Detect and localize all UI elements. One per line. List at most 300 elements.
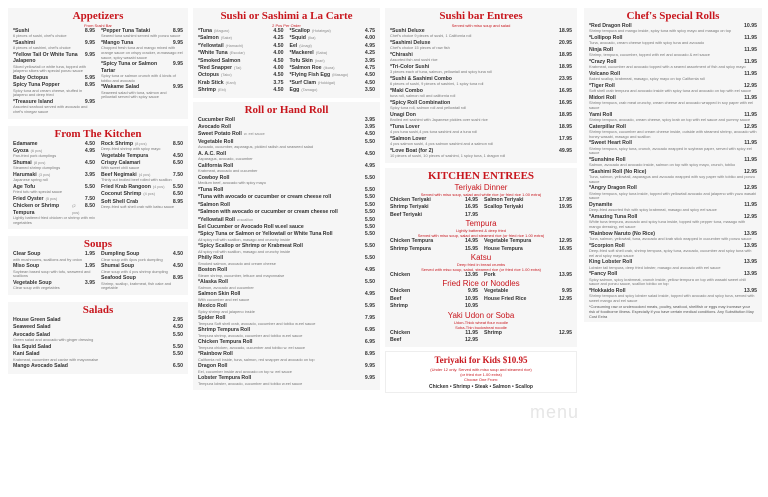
item-list [101, 251, 183, 292]
item-name: *White Tuna [198, 50, 228, 57]
item-price: 12.95 [559, 329, 572, 336]
item-description: Chef's choice 15 pieces of raw fish [390, 45, 450, 51]
item-description: Chef's choice 9 pieces of sushi, 1 California roll [390, 33, 472, 39]
item-name: Shrimp Tempura Roll [198, 327, 251, 334]
menu-item [13, 196, 95, 202]
item-description: Krabmeat, cucumber and avocado topped with a seared assortment of fish and spicy mayo [589, 64, 746, 70]
item-note: (Saba) [315, 51, 328, 56]
item-name: Eel Cucumber or Avocado Roll w.eel sauce [198, 223, 304, 230]
item-row [198, 43, 284, 49]
item-note: w.scallion [236, 217, 254, 222]
item-name: Seaweed Salad [13, 324, 51, 331]
item-name: *Scorpion Roll [589, 242, 625, 249]
item-price: 4.95 [364, 42, 375, 49]
item-list [290, 28, 376, 95]
item-price: 11.95 [744, 95, 757, 101]
item-description: Krabmeat, cucumber and caviar with mayonnaise [13, 356, 99, 362]
item-price: 9.95 [84, 99, 95, 105]
item-price: 8.95 [364, 351, 375, 358]
menu-item [390, 197, 478, 203]
item-description: White tuna tempura, avocado and spicy tuna inside, topped with pepper tuna, masago with mango dressing, eel sauce [589, 219, 746, 229]
item-price: 5.50 [364, 174, 375, 181]
item-row [198, 35, 284, 41]
item-name: Harumaki [13, 172, 37, 178]
item-price: 20.95 [559, 40, 572, 46]
item-name: *Lollipop Roll [589, 35, 623, 41]
rolls-section [193, 102, 380, 391]
item-description: Deep-fried soft shell crab, shrimp tempura, spicy tuna, avocado, cucumber and spicy tuna with eel and spicy mayo sauce [589, 247, 752, 258]
item-note: (Tako) [221, 73, 232, 78]
item-description: Assorted seafood served with avocado and chef's vinegar sauce [13, 104, 88, 114]
item-price: 7.50 [84, 196, 95, 202]
menu-item [290, 80, 376, 86]
item-row [390, 337, 478, 343]
soups-section [8, 236, 188, 295]
menu-item [13, 351, 183, 362]
column-2 [193, 8, 380, 489]
menu-item [484, 288, 572, 294]
item-price: 16.95 [559, 100, 572, 106]
menu-item [290, 87, 376, 93]
item-note: w. eel sauce [243, 132, 265, 137]
watermark-logo: menu [530, 402, 580, 422]
item-price: 5.50 [172, 343, 183, 350]
item-name: *Yellow Tail Or White Tuna Jalapeno [13, 52, 78, 65]
item-name: Vegetable Tempura [101, 152, 149, 159]
item-price: 12.95 [744, 83, 757, 89]
item-price: 3.95 [84, 172, 95, 178]
item-price: 4.50 [84, 160, 95, 166]
item-price: 13.95 [465, 272, 478, 279]
item-price: 11.95 [744, 156, 757, 163]
menu-item [13, 148, 95, 159]
item-name: Salmon Skin Roll [198, 291, 241, 298]
item-price: 14.95 [465, 197, 478, 203]
chef-rolls-section [584, 8, 762, 322]
section-title: Appetizers [72, 10, 124, 22]
section-title: Soups [83, 238, 113, 251]
menu-item [13, 344, 183, 350]
item-note: (4 pcs) [143, 192, 155, 197]
item-price: 10.95 [465, 295, 478, 302]
menu-item [198, 175, 375, 186]
menu-item [484, 330, 572, 336]
item-note: (4 pcs) [138, 173, 151, 177]
item-price: 4.00 [273, 65, 284, 72]
item-name: *Salmon with avocado or cucumber or cream cheese roll [198, 209, 338, 216]
item-name: *Surf Clam [289, 79, 317, 86]
menu-item [484, 197, 572, 203]
menu-item [198, 50, 284, 56]
menu-item [589, 124, 757, 140]
item-row [198, 209, 375, 215]
item-name: *Spicy Tuna or Salmon or Yellowtail or White Tuna Roll [198, 231, 333, 238]
item-name: Vegetable Roll [198, 138, 234, 145]
kitchen-entrees-section [385, 168, 577, 347]
kids-choices: Chicken • Shrimp • Steak • Salmon • Scallop [429, 384, 533, 391]
menu-item [13, 172, 95, 183]
item-price: 4.50 [172, 152, 183, 159]
item-name: Unagi Don [390, 112, 416, 118]
menu-item [198, 339, 375, 350]
item-description: Spicy tuna and cream cheese, stuffed in jalapeno and deep fried [13, 87, 83, 98]
item-description: All spicy roll with scallion, masago and crunchy inside [198, 236, 291, 242]
item-name: Egg [289, 87, 300, 94]
item-price: 3.95 [364, 124, 375, 131]
item-description: Deep-fried soft shell crab with katsu sauce [101, 204, 175, 210]
menu-item [390, 136, 572, 147]
item-row [390, 246, 478, 252]
entree-group [390, 253, 572, 279]
item-name: Chicken [390, 329, 411, 336]
item-row [198, 80, 284, 86]
item-row [101, 153, 183, 159]
kids-note: (Under 12 only. Served with miso soup and steamed rice) [430, 367, 532, 373]
item-name: Midori Roll [589, 95, 616, 101]
item-name: *Tuna Lover [390, 124, 420, 130]
menu-item [198, 209, 375, 215]
item-description: 6 pieces of sushi, chef's choice [13, 33, 67, 39]
menu-item [484, 272, 572, 278]
item-description: Shrimp tempura and spicy lobster salad inside, topped with avocado and spicy tuna, served with sweet mango and eel sauce [589, 293, 755, 303]
item-price: 8.95 [172, 198, 183, 205]
item-name: Vegetable Soup [13, 280, 52, 286]
item-price: 4.95 [84, 148, 95, 154]
entree-group [390, 219, 572, 253]
item-description: California roll inside, tuna, salmon, red snapper and avocado on top [198, 356, 315, 362]
item-name: *Sushi [13, 28, 30, 34]
group-note: Soba-Thin buckwheat noodle [455, 324, 507, 330]
item-name: Krab Stick [198, 79, 224, 86]
item-name: Fried Krab Rangoon [101, 184, 151, 190]
menu-item [101, 141, 183, 152]
item-name: Chicken Tempura Roll [198, 339, 253, 346]
item-row [484, 288, 572, 294]
group-note: Served with miso soup, salad and steamed rice (or fried rice 1.00 extra) [417, 233, 545, 239]
item-name: *Salmon [198, 35, 219, 42]
item-price: 10.95 [465, 303, 478, 310]
item-description: 3 pieces each of tuna, salmon, yellowtail and spicy tuna roll [390, 69, 493, 75]
item-name: Rock Shrimp [101, 140, 133, 147]
group-items [390, 288, 572, 310]
group-title: Fried Rice or Noodles [442, 279, 520, 289]
item-name: Lobster Tempura Roll [198, 375, 252, 382]
menu-item [198, 124, 375, 130]
item-description: Green salad and avocado with ginger dressing [13, 337, 94, 343]
menu-item [589, 59, 757, 70]
item-price: 3.95 [84, 280, 95, 286]
item-description: Salmon, avocado and cucumber [198, 284, 254, 290]
item-price: 4.50 [273, 87, 284, 94]
group-title: Katsu [470, 253, 492, 263]
item-list [101, 28, 183, 116]
item-row [390, 330, 478, 336]
item-name: *Tri-Color Sushi [390, 64, 430, 70]
item-note: (Sake) [220, 36, 232, 41]
menu-item [589, 214, 757, 230]
item-description: Thinly cut broiled beef rolled with scallion [101, 177, 172, 183]
item-row [198, 202, 375, 208]
item-name: *Sunshine Roll [589, 156, 626, 163]
menu-item [198, 351, 375, 362]
item-price: 18.95 [559, 52, 572, 58]
item-description: Shrimp tempura and mango inside, spicy tuna with spicy mayo and masago on top [589, 28, 732, 34]
item-row [198, 187, 375, 193]
item-note: (Ikura) [323, 66, 335, 71]
item-name: *Sushi & Sashimi Combo [390, 76, 452, 82]
item-price: 8.95 [172, 275, 183, 282]
item-price: 4.50 [273, 28, 284, 34]
menu-item [101, 61, 183, 83]
item-row [484, 238, 572, 244]
item-price: 8.95 [172, 28, 183, 34]
item-name: *Squid [289, 35, 306, 42]
item-name: *Tuna [198, 28, 213, 34]
item-list [101, 141, 183, 227]
item-row [13, 196, 95, 202]
item-price: 9.95 [172, 61, 183, 68]
item-name: Mexico Roll [198, 303, 227, 310]
item-name: *Sweet Heart Roll [589, 140, 632, 147]
menu-item [390, 337, 478, 343]
item-row [198, 50, 284, 56]
item-row [390, 238, 478, 244]
menu-item [198, 187, 375, 193]
item-price: 49.95 [559, 148, 572, 154]
item-description: Lightly battered fried chicken or shrimp with mix vegetables [13, 215, 95, 225]
item-row [198, 72, 284, 78]
item-name: Boston Roll [198, 267, 228, 274]
group-title: Tempura [465, 219, 497, 229]
item-price: 4.50 [172, 251, 183, 258]
item-name: *Yellowtail [198, 42, 224, 49]
item-name: *Amazing Tuna Roll [589, 213, 638, 220]
item-name: Chicken Teriyaki [390, 197, 431, 203]
menu-item [13, 40, 95, 51]
item-price: 5.95 [364, 303, 375, 310]
item-price: 4.00 [364, 35, 375, 42]
item-note: (5 pcs) [45, 197, 58, 201]
item-price: 12.95 [744, 168, 757, 175]
item-price: 12.95 [744, 185, 757, 192]
item-note: (Tai) [234, 66, 242, 71]
menu-item [390, 100, 572, 111]
menu-item [589, 95, 757, 111]
item-note: (Kani) [225, 80, 236, 85]
item-price: 5.50 [84, 184, 95, 190]
section-subtitle: From Sushi Bar [84, 23, 112, 28]
item-row [484, 246, 572, 252]
menu-item [198, 28, 284, 34]
item-name: Soft Shell Crab [101, 198, 139, 205]
item-price: 12.95 [465, 337, 478, 344]
menu-item [290, 28, 376, 34]
item-row [484, 204, 572, 210]
section-subtitle: Served with miso soup and salad [451, 23, 511, 28]
item-price: 9.95 [364, 363, 375, 370]
item-price: 3.95 [364, 116, 375, 123]
menu-item [390, 112, 572, 123]
menu-item [13, 332, 183, 343]
item-name: Kani Salad [13, 351, 40, 358]
item-price: 9.95 [84, 40, 95, 46]
kids-title: Teriyaki for Kids $10.95 [434, 355, 528, 366]
menu-item [390, 296, 478, 302]
item-name: Chicken [390, 288, 411, 295]
item-name: *Tiger Roll [589, 83, 615, 89]
item-row [13, 141, 95, 147]
menu-item [390, 238, 478, 244]
item-price: 8.50 [84, 203, 95, 210]
column-1 [8, 8, 188, 489]
item-row [13, 317, 183, 323]
section-title: Salads [82, 304, 114, 316]
menu-item [198, 243, 375, 254]
menu-item [13, 363, 183, 369]
menu-item [390, 40, 572, 51]
menu-item [589, 185, 757, 201]
item-list [13, 141, 95, 227]
menu-item [13, 75, 95, 81]
item-name: *Salmon Roe [289, 65, 322, 72]
menu-item [589, 83, 757, 94]
item-price: 5.50 [172, 351, 183, 358]
item-description: Salmon, avocado and avocado inside, salmon on top with spicy mayo, crunch, tobiko [589, 162, 736, 168]
item-name: Chicken Tempura [390, 238, 434, 245]
item-description: Tempura lobster, avocado, cucumber and tobiko w.eel sauce [198, 380, 303, 386]
menu-item [390, 246, 478, 252]
menu-item [390, 204, 478, 210]
item-price: 5.50 [364, 201, 375, 208]
item-price: 9.95 [467, 288, 478, 295]
item-price: 5.50 [364, 279, 375, 286]
item-description: Eel, cucumber inside and avocado on top w. eel sauce [198, 368, 292, 374]
item-row [198, 28, 284, 34]
item-row [13, 75, 95, 81]
item-list [13, 317, 183, 370]
item-price: 8.95 [84, 82, 95, 89]
item-price: 4.50 [364, 131, 375, 138]
menu-item [484, 296, 572, 302]
item-name: Beef Teriyaki [390, 211, 422, 218]
group-note: Served with miso soup, salad, steamed rice (or fried rice 1.00 extra) [421, 267, 541, 273]
item-price: 17.95 [465, 211, 478, 218]
item-row [390, 197, 478, 203]
item-name: Seafood Soup [101, 275, 136, 282]
menu-item [101, 199, 183, 210]
item-price: 17.95 [559, 136, 572, 142]
menu-item [101, 184, 183, 190]
item-row [484, 296, 572, 302]
item-price: 4.50 [364, 150, 375, 157]
item-price: 11.95 [744, 140, 757, 147]
menu-item [198, 279, 375, 290]
item-price: 4.50 [84, 140, 95, 147]
item-description: Medium beef, avocado with spicy mayo [198, 180, 266, 186]
menu-item [198, 255, 375, 266]
item-price: 13.95 [744, 230, 757, 237]
item-row [198, 65, 284, 71]
item-name: Crispy Calamari [101, 160, 141, 166]
item-description: Shrimp tempura, cucumber and cream cheese inside, outside with steamed shrimp, avocado with honey wasabi, masago and scallion [589, 129, 757, 139]
item-price: 5.50 [364, 223, 375, 230]
menu-item [390, 28, 572, 39]
item-price: 12.95 [559, 238, 572, 245]
item-description: Shrimp tempura, spicy tuna inside, topped with yellowtail avocado and jalapeno with yuzu wasabi sauce [589, 190, 757, 201]
item-name: *Crazy Roll [589, 59, 617, 65]
item-price: 4.50 [172, 324, 183, 331]
menu-item [13, 99, 95, 115]
item-name: Eel [289, 42, 298, 49]
item-name: Philly Roll [198, 255, 224, 262]
item-price: 8.95 [84, 28, 95, 34]
menu-item [198, 327, 375, 338]
menu-item [589, 157, 757, 168]
item-list [13, 251, 95, 292]
menu-item [484, 204, 572, 210]
item-name: *Tuna with avocado or cucumber or cream cheese roll [198, 194, 332, 201]
item-row [198, 224, 375, 230]
item-price: 16.95 [465, 204, 478, 211]
item-description: Spicy tuna roll, salmon roll and yellowtail roll [390, 105, 467, 111]
item-price: 5.95 [84, 75, 95, 81]
item-name: Vegetable Tempura [484, 238, 532, 245]
item-description: Tempura Soft shell crab, avocado, cucumber and tobiko w.eel sauce [198, 320, 316, 326]
item-note: (3 pcs) [38, 173, 51, 177]
item-row [13, 344, 183, 350]
menu-item [198, 194, 375, 200]
item-description: Tuna, salmon, yellowtail, tuna, avocado and krab stick wrapped in cucumber with ponzu sauce [589, 235, 752, 241]
item-description: Clear soup with vegetables [13, 285, 60, 291]
section-title: Sushi or Sashimi a La Carte [220, 10, 353, 22]
item-price: 23.95 [559, 76, 572, 82]
item-price: 12.95 [744, 123, 757, 130]
item-name: Dumpling Soup [101, 251, 140, 258]
item-description: Seared tuna sashimi served with ponzu sauce [101, 33, 181, 39]
item-name: *Love Boat (for 2) [390, 148, 434, 154]
item-note: (8 pcs) [33, 161, 46, 165]
item-row [390, 212, 478, 218]
entree-group [390, 183, 572, 219]
item-description: Shrimp, scallop, krabmeat, fish cake and vegetable [101, 280, 172, 291]
item-name: *Chirashi [390, 52, 413, 58]
item-price: 9.95 [172, 40, 183, 46]
menu-item [198, 267, 375, 278]
item-name: Shumai Soup [101, 263, 135, 270]
item-row [390, 296, 478, 302]
item-price: 16.95 [559, 245, 572, 252]
item-name: *Hokkaido Roll [589, 287, 626, 294]
kids-note: Choose One From: [463, 377, 498, 383]
item-description: Krabmeat, avocado and cucumber [198, 168, 258, 174]
item-description: Soybean based soup with tofu, seaweed and scallions [13, 268, 91, 279]
item-note: (Hokkigai) [318, 80, 336, 85]
item-description: Pan-fried pork dumplings [13, 153, 57, 159]
item-row [290, 43, 376, 49]
menu-item [13, 52, 95, 74]
item-name: Miso Soup [13, 263, 40, 270]
item-name: *Red Dragon Roll [589, 23, 632, 29]
menu-item [390, 148, 572, 159]
menu-item [589, 288, 757, 304]
item-price: 4.95 [364, 291, 375, 298]
item-name: *Spicy Scallop or Shrimp or Krabmeat Roll [198, 243, 303, 250]
item-price: 9.95 [364, 375, 375, 382]
item-price: 4.25 [364, 50, 375, 57]
salads-section [8, 302, 188, 374]
menu-item [290, 72, 376, 78]
item-description: tuna roll, salmon roll and california roll [390, 93, 456, 99]
